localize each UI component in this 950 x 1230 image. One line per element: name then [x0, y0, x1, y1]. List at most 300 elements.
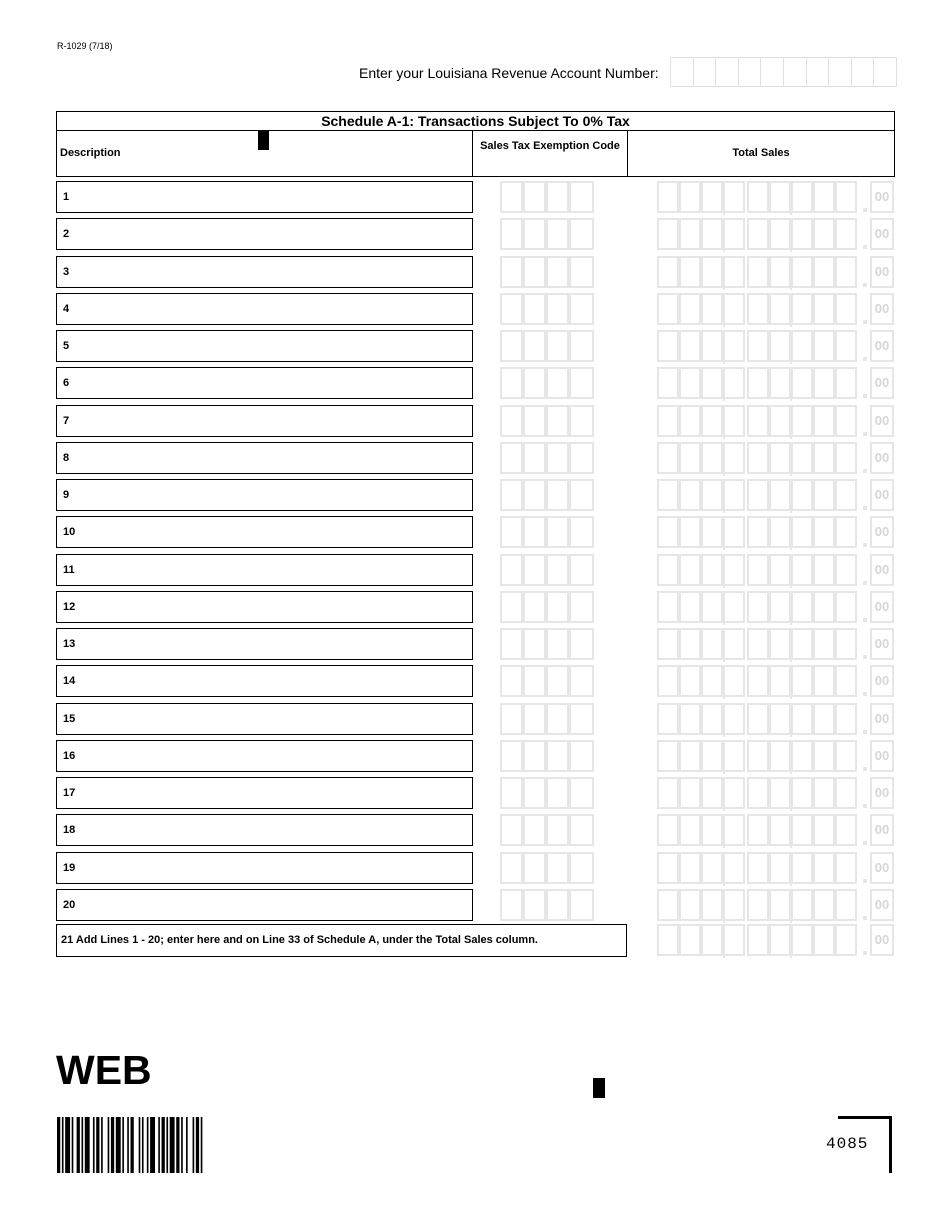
- code-digit-box[interactable]: [523, 367, 546, 399]
- amount-digit-box[interactable]: [747, 367, 769, 399]
- description-field[interactable]: 2: [56, 218, 473, 250]
- amount-digit-box[interactable]: [835, 628, 857, 660]
- amount-digit-box[interactable]: [813, 703, 835, 735]
- code-digit-box[interactable]: [523, 405, 546, 437]
- amount-digit-box[interactable]: [679, 924, 701, 956]
- amount-digit-box[interactable]: [657, 330, 679, 362]
- amount-digit-box[interactable]: [835, 367, 857, 399]
- amount-digit-box[interactable]: [769, 516, 791, 548]
- amount-digit-box[interactable]: [747, 554, 769, 586]
- exemption-code-field[interactable]: [500, 330, 594, 362]
- amount-digit-box[interactable]: [769, 665, 791, 697]
- code-digit-box[interactable]: [569, 293, 594, 325]
- total-sales-field[interactable]: [657, 703, 895, 737]
- amount-digit-box[interactable]: [813, 591, 835, 623]
- amount-digit-box[interactable]: [657, 665, 679, 697]
- code-digit-box[interactable]: [569, 181, 594, 213]
- code-digit-box[interactable]: [569, 814, 594, 846]
- code-digit-box[interactable]: [546, 777, 569, 809]
- description-field[interactable]: 13: [56, 628, 473, 660]
- amount-digit-box[interactable]: [813, 628, 835, 660]
- description-field[interactable]: 17: [56, 777, 473, 809]
- total-sales-field[interactable]: [657, 814, 895, 848]
- amount-digit-box[interactable]: [769, 924, 791, 956]
- code-digit-box[interactable]: [500, 777, 523, 809]
- amount-digit-box[interactable]: [769, 814, 791, 846]
- description-field[interactable]: 19: [56, 852, 473, 884]
- code-digit-box[interactable]: [546, 703, 569, 735]
- amount-digit-box[interactable]: [835, 293, 857, 325]
- amount-digit-box[interactable]: [769, 479, 791, 511]
- exemption-code-field[interactable]: [500, 665, 594, 697]
- amount-digit-box[interactable]: [791, 330, 813, 362]
- code-digit-box[interactable]: [500, 665, 523, 697]
- amount-digit-box[interactable]: [747, 442, 769, 474]
- total-sales-field[interactable]: [657, 479, 895, 513]
- amount-digit-box[interactable]: [791, 554, 813, 586]
- amount-digit-box[interactable]: [769, 367, 791, 399]
- code-digit-box[interactable]: [569, 367, 594, 399]
- amount-digit-box[interactable]: [701, 442, 723, 474]
- exemption-code-field[interactable]: [500, 218, 594, 250]
- amount-digit-box[interactable]: [701, 665, 723, 697]
- code-digit-box[interactable]: [500, 852, 523, 884]
- amount-digit-box[interactable]: [679, 628, 701, 660]
- exemption-code-field[interactable]: [500, 479, 594, 511]
- amount-digit-box[interactable]: [657, 479, 679, 511]
- code-digit-box[interactable]: [523, 218, 546, 250]
- amount-digit-box[interactable]: [835, 924, 857, 956]
- amount-digit-box[interactable]: [769, 703, 791, 735]
- amount-digit-box[interactable]: [769, 405, 791, 437]
- description-field[interactable]: 7: [56, 405, 473, 437]
- total-sales-field[interactable]: [657, 367, 895, 401]
- account-digit-box[interactable]: [851, 57, 875, 87]
- amount-digit-box[interactable]: [657, 181, 679, 213]
- amount-digit-box[interactable]: [835, 852, 857, 884]
- amount-digit-box[interactable]: [657, 703, 679, 735]
- code-digit-box[interactable]: [546, 628, 569, 660]
- amount-digit-box[interactable]: [769, 181, 791, 213]
- exemption-code-field[interactable]: [500, 628, 594, 660]
- code-digit-box[interactable]: [569, 852, 594, 884]
- amount-digit-box[interactable]: [679, 591, 701, 623]
- amount-digit-box[interactable]: [657, 405, 679, 437]
- amount-digit-box[interactable]: [813, 442, 835, 474]
- account-digit-box[interactable]: [760, 57, 784, 87]
- code-digit-box[interactable]: [523, 777, 546, 809]
- account-digit-box[interactable]: [806, 57, 830, 87]
- amount-digit-box[interactable]: [679, 256, 701, 288]
- amount-digit-box[interactable]: [813, 479, 835, 511]
- amount-digit-box[interactable]: [835, 256, 857, 288]
- description-field[interactable]: 14: [56, 665, 473, 697]
- description-field[interactable]: 8: [56, 442, 473, 474]
- amount-digit-box[interactable]: [747, 330, 769, 362]
- amount-digit-box[interactable]: [679, 665, 701, 697]
- amount-digit-box[interactable]: [679, 703, 701, 735]
- description-field[interactable]: 10: [56, 516, 473, 548]
- amount-digit-box[interactable]: [791, 367, 813, 399]
- code-digit-box[interactable]: [523, 330, 546, 362]
- amount-digit-box[interactable]: [679, 405, 701, 437]
- amount-digit-box[interactable]: [813, 740, 835, 772]
- amount-digit-box[interactable]: [791, 256, 813, 288]
- amount-digit-box[interactable]: [791, 889, 813, 921]
- amount-digit-box[interactable]: [657, 852, 679, 884]
- description-field[interactable]: 3: [56, 256, 473, 288]
- amount-digit-box[interactable]: [813, 218, 835, 250]
- code-digit-box[interactable]: [569, 405, 594, 437]
- code-digit-box[interactable]: [546, 889, 569, 921]
- amount-digit-box[interactable]: [791, 852, 813, 884]
- code-digit-box[interactable]: [523, 703, 546, 735]
- code-digit-box[interactable]: [546, 181, 569, 213]
- amount-digit-box[interactable]: [701, 703, 723, 735]
- description-field[interactable]: 18: [56, 814, 473, 846]
- amount-digit-box[interactable]: [701, 554, 723, 586]
- code-digit-box[interactable]: [500, 889, 523, 921]
- code-digit-box[interactable]: [500, 516, 523, 548]
- code-digit-box[interactable]: [500, 330, 523, 362]
- amount-digit-box[interactable]: [835, 703, 857, 735]
- amount-digit-box[interactable]: [835, 218, 857, 250]
- amount-digit-box[interactable]: [657, 218, 679, 250]
- amount-digit-box[interactable]: [791, 740, 813, 772]
- code-digit-box[interactable]: [546, 852, 569, 884]
- total-sales-field[interactable]: [657, 293, 895, 327]
- code-digit-box[interactable]: [546, 256, 569, 288]
- amount-digit-box[interactable]: [813, 924, 835, 956]
- exemption-code-field[interactable]: [500, 293, 594, 325]
- amount-digit-box[interactable]: [701, 628, 723, 660]
- amount-digit-box[interactable]: [701, 814, 723, 846]
- code-digit-box[interactable]: [523, 516, 546, 548]
- code-digit-box[interactable]: [500, 703, 523, 735]
- description-field[interactable]: 5: [56, 330, 473, 362]
- amount-digit-box[interactable]: [835, 814, 857, 846]
- amount-digit-box[interactable]: [791, 293, 813, 325]
- amount-digit-box[interactable]: [791, 777, 813, 809]
- code-digit-box[interactable]: [523, 293, 546, 325]
- description-field[interactable]: 20: [56, 889, 473, 921]
- account-digit-box[interactable]: [783, 57, 807, 87]
- code-digit-box[interactable]: [500, 256, 523, 288]
- amount-digit-box[interactable]: [657, 628, 679, 660]
- code-digit-box[interactable]: [569, 665, 594, 697]
- amount-digit-box[interactable]: [701, 293, 723, 325]
- exemption-code-field[interactable]: [500, 256, 594, 288]
- description-field[interactable]: 9: [56, 479, 473, 511]
- total-sales-field[interactable]: [657, 852, 895, 886]
- amount-digit-box[interactable]: [747, 889, 769, 921]
- amount-digit-box[interactable]: [791, 405, 813, 437]
- amount-digit-box[interactable]: [835, 740, 857, 772]
- account-digit-box[interactable]: [873, 57, 897, 87]
- amount-digit-box[interactable]: [701, 479, 723, 511]
- amount-digit-box[interactable]: [701, 889, 723, 921]
- amount-digit-box[interactable]: [835, 479, 857, 511]
- total-sales-field[interactable]: [657, 516, 895, 550]
- amount-digit-box[interactable]: [769, 889, 791, 921]
- amount-digit-box[interactable]: [769, 777, 791, 809]
- amount-digit-box[interactable]: [701, 367, 723, 399]
- amount-digit-box[interactable]: [769, 628, 791, 660]
- code-digit-box[interactable]: [546, 293, 569, 325]
- exemption-code-field[interactable]: [500, 367, 594, 399]
- description-field[interactable]: 11: [56, 554, 473, 586]
- code-digit-box[interactable]: [546, 554, 569, 586]
- amount-digit-box[interactable]: [835, 665, 857, 697]
- code-digit-box[interactable]: [523, 554, 546, 586]
- amount-digit-box[interactable]: [679, 330, 701, 362]
- amount-digit-box[interactable]: [747, 852, 769, 884]
- amount-digit-box[interactable]: [747, 814, 769, 846]
- code-digit-box[interactable]: [500, 591, 523, 623]
- amount-digit-box[interactable]: [747, 516, 769, 548]
- amount-digit-box[interactable]: [813, 367, 835, 399]
- amount-digit-box[interactable]: [679, 218, 701, 250]
- amount-digit-box[interactable]: [679, 740, 701, 772]
- account-digit-box[interactable]: [738, 57, 762, 87]
- amount-digit-box[interactable]: [835, 554, 857, 586]
- amount-digit-box[interactable]: [813, 852, 835, 884]
- amount-digit-box[interactable]: [835, 442, 857, 474]
- total-sales-field[interactable]: [657, 628, 895, 662]
- exemption-code-field[interactable]: [500, 181, 594, 213]
- code-digit-box[interactable]: [569, 889, 594, 921]
- total-sales-field[interactable]: [657, 665, 895, 699]
- code-digit-box[interactable]: [523, 256, 546, 288]
- amount-digit-box[interactable]: [769, 256, 791, 288]
- amount-digit-box[interactable]: [813, 181, 835, 213]
- code-digit-box[interactable]: [569, 479, 594, 511]
- amount-digit-box[interactable]: [701, 777, 723, 809]
- account-digit-box[interactable]: [715, 57, 739, 87]
- amount-digit-box[interactable]: [747, 405, 769, 437]
- amount-digit-box[interactable]: [791, 924, 813, 956]
- amount-digit-box[interactable]: [835, 181, 857, 213]
- amount-digit-box[interactable]: [657, 814, 679, 846]
- code-digit-box[interactable]: [569, 442, 594, 474]
- amount-digit-box[interactable]: [813, 516, 835, 548]
- amount-digit-box[interactable]: [679, 293, 701, 325]
- amount-digit-box[interactable]: [657, 256, 679, 288]
- amount-digit-box[interactable]: [679, 516, 701, 548]
- amount-digit-box[interactable]: [657, 777, 679, 809]
- amount-digit-box[interactable]: [679, 814, 701, 846]
- amount-digit-box[interactable]: [747, 256, 769, 288]
- exemption-code-field[interactable]: [500, 442, 594, 474]
- code-digit-box[interactable]: [500, 554, 523, 586]
- amount-digit-box[interactable]: [813, 814, 835, 846]
- amount-digit-box[interactable]: [679, 367, 701, 399]
- code-digit-box[interactable]: [546, 479, 569, 511]
- account-digit-box[interactable]: [670, 57, 694, 87]
- amount-digit-box[interactable]: [657, 293, 679, 325]
- amount-digit-box[interactable]: [769, 330, 791, 362]
- code-digit-box[interactable]: [546, 367, 569, 399]
- amount-digit-box[interactable]: [679, 181, 701, 213]
- code-digit-box[interactable]: [546, 218, 569, 250]
- description-field[interactable]: 1: [56, 181, 473, 213]
- amount-digit-box[interactable]: [813, 330, 835, 362]
- code-digit-box[interactable]: [546, 814, 569, 846]
- code-digit-box[interactable]: [523, 479, 546, 511]
- amount-digit-box[interactable]: [791, 665, 813, 697]
- exemption-code-field[interactable]: [500, 591, 594, 623]
- total-sales-field[interactable]: [657, 181, 895, 215]
- code-digit-box[interactable]: [523, 442, 546, 474]
- total-sales-field[interactable]: [657, 591, 895, 625]
- code-digit-box[interactable]: [500, 367, 523, 399]
- amount-digit-box[interactable]: [769, 442, 791, 474]
- amount-digit-box[interactable]: [835, 889, 857, 921]
- amount-digit-box[interactable]: [791, 181, 813, 213]
- amount-digit-box[interactable]: [791, 218, 813, 250]
- amount-digit-box[interactable]: [679, 889, 701, 921]
- amount-digit-box[interactable]: [747, 628, 769, 660]
- amount-digit-box[interactable]: [701, 516, 723, 548]
- total-sales-field[interactable]: [657, 889, 895, 923]
- amount-digit-box[interactable]: [835, 405, 857, 437]
- code-digit-box[interactable]: [500, 442, 523, 474]
- amount-digit-box[interactable]: [701, 740, 723, 772]
- exemption-code-field[interactable]: [500, 814, 594, 846]
- amount-digit-box[interactable]: [791, 814, 813, 846]
- amount-digit-box[interactable]: [657, 924, 679, 956]
- code-digit-box[interactable]: [569, 628, 594, 660]
- total-sales-field[interactable]: [657, 554, 895, 588]
- amount-digit-box[interactable]: [813, 405, 835, 437]
- code-digit-box[interactable]: [546, 591, 569, 623]
- amount-digit-box[interactable]: [747, 293, 769, 325]
- amount-digit-box[interactable]: [769, 218, 791, 250]
- amount-digit-box[interactable]: [701, 591, 723, 623]
- description-field[interactable]: 12: [56, 591, 473, 623]
- amount-digit-box[interactable]: [791, 516, 813, 548]
- amount-digit-box[interactable]: [679, 777, 701, 809]
- code-digit-box[interactable]: [546, 405, 569, 437]
- code-digit-box[interactable]: [569, 218, 594, 250]
- code-digit-box[interactable]: [569, 703, 594, 735]
- amount-digit-box[interactable]: [835, 516, 857, 548]
- code-digit-box[interactable]: [500, 293, 523, 325]
- code-digit-box[interactable]: [523, 181, 546, 213]
- code-digit-box[interactable]: [546, 665, 569, 697]
- amount-digit-box[interactable]: [747, 665, 769, 697]
- line-21-total-amount[interactable]: [657, 924, 895, 958]
- exemption-code-field[interactable]: [500, 703, 594, 735]
- code-digit-box[interactable]: [546, 442, 569, 474]
- code-digit-box[interactable]: [569, 740, 594, 772]
- amount-digit-box[interactable]: [679, 554, 701, 586]
- code-digit-box[interactable]: [546, 516, 569, 548]
- amount-digit-box[interactable]: [769, 852, 791, 884]
- amount-digit-box[interactable]: [835, 330, 857, 362]
- amount-digit-box[interactable]: [791, 442, 813, 474]
- total-sales-field[interactable]: [657, 442, 895, 476]
- amount-digit-box[interactable]: [657, 367, 679, 399]
- amount-digit-box[interactable]: [813, 293, 835, 325]
- code-digit-box[interactable]: [546, 740, 569, 772]
- amount-digit-box[interactable]: [701, 924, 723, 956]
- account-digit-box[interactable]: [828, 57, 852, 87]
- amount-digit-box[interactable]: [813, 665, 835, 697]
- amount-digit-box[interactable]: [679, 852, 701, 884]
- code-digit-box[interactable]: [500, 405, 523, 437]
- code-digit-box[interactable]: [569, 777, 594, 809]
- code-digit-box[interactable]: [569, 516, 594, 548]
- code-digit-box[interactable]: [500, 479, 523, 511]
- code-digit-box[interactable]: [569, 256, 594, 288]
- amount-digit-box[interactable]: [747, 218, 769, 250]
- code-digit-box[interactable]: [523, 628, 546, 660]
- code-digit-box[interactable]: [500, 181, 523, 213]
- amount-digit-box[interactable]: [835, 777, 857, 809]
- amount-digit-box[interactable]: [657, 889, 679, 921]
- total-sales-field[interactable]: [657, 740, 895, 774]
- amount-digit-box[interactable]: [747, 591, 769, 623]
- amount-digit-box[interactable]: [791, 591, 813, 623]
- amount-digit-box[interactable]: [701, 256, 723, 288]
- amount-digit-box[interactable]: [813, 889, 835, 921]
- total-sales-field[interactable]: [657, 330, 895, 364]
- description-field[interactable]: 15: [56, 703, 473, 735]
- amount-digit-box[interactable]: [813, 256, 835, 288]
- amount-digit-box[interactable]: [769, 554, 791, 586]
- amount-digit-box[interactable]: [679, 479, 701, 511]
- amount-digit-box[interactable]: [791, 479, 813, 511]
- total-sales-field[interactable]: [657, 256, 895, 290]
- exemption-code-field[interactable]: [500, 516, 594, 548]
- amount-digit-box[interactable]: [701, 181, 723, 213]
- exemption-code-field[interactable]: [500, 405, 594, 437]
- amount-digit-box[interactable]: [701, 330, 723, 362]
- amount-digit-box[interactable]: [701, 852, 723, 884]
- total-sales-field[interactable]: [657, 777, 895, 811]
- exemption-code-field[interactable]: [500, 740, 594, 772]
- code-digit-box[interactable]: [523, 814, 546, 846]
- code-digit-box[interactable]: [523, 740, 546, 772]
- description-field[interactable]: 16: [56, 740, 473, 772]
- amount-digit-box[interactable]: [657, 591, 679, 623]
- description-field[interactable]: 6: [56, 367, 473, 399]
- code-digit-box[interactable]: [569, 554, 594, 586]
- amount-digit-box[interactable]: [701, 405, 723, 437]
- amount-digit-box[interactable]: [769, 293, 791, 325]
- amount-digit-box[interactable]: [747, 703, 769, 735]
- code-digit-box[interactable]: [500, 814, 523, 846]
- amount-digit-box[interactable]: [679, 442, 701, 474]
- amount-digit-box[interactable]: [747, 777, 769, 809]
- code-digit-box[interactable]: [523, 852, 546, 884]
- amount-digit-box[interactable]: [791, 703, 813, 735]
- amount-digit-box[interactable]: [747, 924, 769, 956]
- amount-digit-box[interactable]: [791, 628, 813, 660]
- exemption-code-field[interactable]: [500, 554, 594, 586]
- amount-digit-box[interactable]: [769, 740, 791, 772]
- amount-digit-box[interactable]: [835, 591, 857, 623]
- amount-digit-box[interactable]: [657, 554, 679, 586]
- total-sales-field[interactable]: [657, 218, 895, 252]
- amount-digit-box[interactable]: [813, 777, 835, 809]
- code-digit-box[interactable]: [500, 740, 523, 772]
- amount-digit-box[interactable]: [657, 516, 679, 548]
- code-digit-box[interactable]: [500, 628, 523, 660]
- code-digit-box[interactable]: [500, 218, 523, 250]
- amount-digit-box[interactable]: [701, 218, 723, 250]
